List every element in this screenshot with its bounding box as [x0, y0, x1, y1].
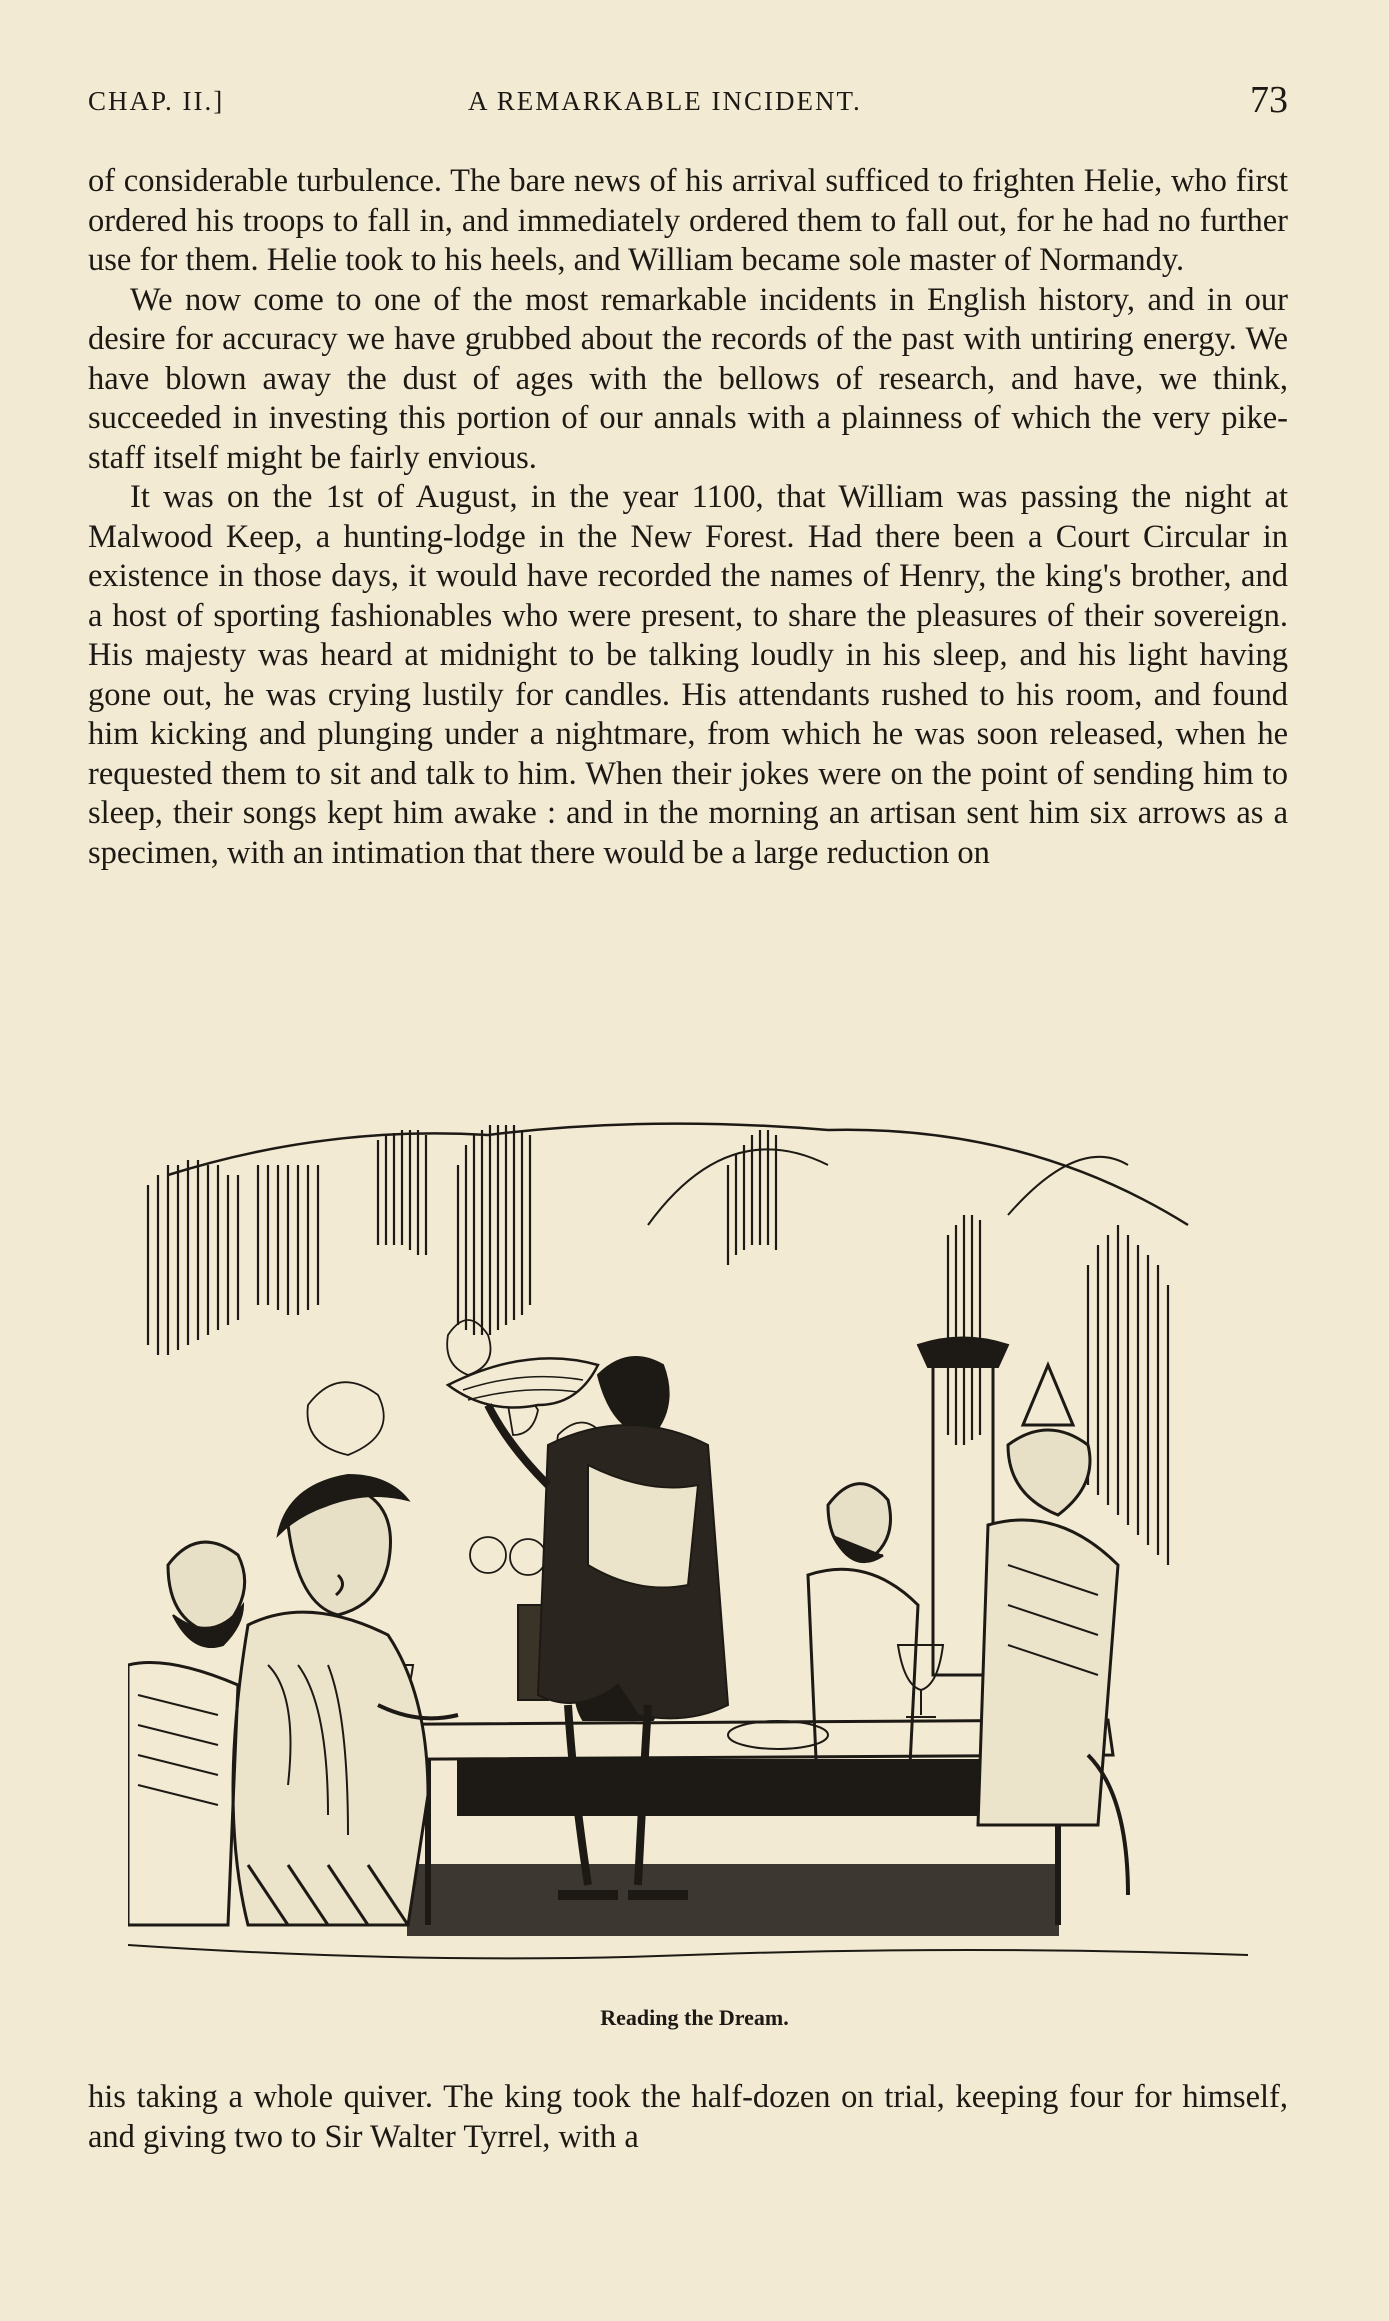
paragraph-malwood-keep: It was on the 1st of August, in the year 1100, that William was passing the night at Malwood Keep, a hunting-lodge in the New Forest. Had there been a Court Circular in existence in those days, it would have recorded the names of Henry, the king's brother, and a host of sporting fashionables who were present, to share the pleasures of their sovereign. His majesty was heard at midnight to be talking loudly in his sleep, and his light having gone out, he was crying lustily for candles. His attendants rushed to his room, and found him kicking and plunging under a nightmare, from which he was soon released, when he requested them to sit and talk to him. When their jokes were on the point of sending him to sleep, their songs kept him awake : and in the morning an artisan sent him six arrows as a specimen, with an intimation that there would be a large reduction on [88, 479, 1288, 871]
body-text-top [88, 162, 1288, 873]
body-text-bottom [88, 2078, 1288, 2157]
running-title: A REMARKABLE INCIDENT. [468, 86, 862, 116]
paragraph-continuation: of considerable turbulence. The bare news of his arrival sufficed to frighten Helie, who first ordered his troops to fall in, and immediately ordered them to fall out, for he had no further use for them. Helie took to his heels, and William became sole master of Normandy. [88, 163, 1288, 278]
running-header [88, 78, 1288, 128]
paragraph-whole-quiver: his taking a whole quiver. The king took the half-dozen on trial, keeping four for himself, and giving two to Sir Walter Tyrrel, with a [88, 2079, 1288, 2155]
illustration-reading-the-dream [128, 1105, 1256, 1985]
bearded-courtier-figure [128, 1542, 245, 1925]
chapter-label: CHAP. II.] [88, 86, 225, 116]
paragraph-remarkable-incidents: We now come to one of the most remarkable incidents in English history, and in our desire for accuracy we have grubbed about the records of the past with untiring energy. We have blown away the dust of ages with the bellows of research, and have, we think, succeeded in investing this portion of our annals with a plainness of which the very pike-staff itself might be fairly envious. [88, 281, 1288, 476]
engraving-artwork [128, 1105, 1256, 1985]
page-number: 73 [1250, 79, 1288, 121]
figure-caption: Reading the Dream. [600, 2005, 789, 2030]
seated-king-figure [233, 1475, 458, 1925]
